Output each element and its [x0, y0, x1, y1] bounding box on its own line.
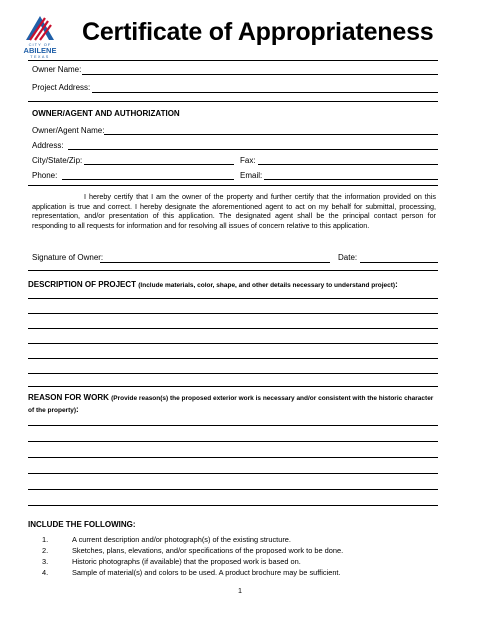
- project-address-field[interactable]: [92, 92, 438, 93]
- description-line[interactable]: [28, 298, 438, 299]
- signature-field[interactable]: [100, 262, 330, 263]
- city-state-zip-label: City/State/Zip:: [32, 156, 83, 165]
- owner-name-field[interactable]: [82, 74, 438, 75]
- page-title: Certificate of Appropriateness: [82, 18, 434, 46]
- date-label: Date:: [338, 253, 358, 262]
- description-line[interactable]: [28, 313, 438, 314]
- reason-heading: [28, 392, 438, 416]
- description-line[interactable]: [28, 373, 438, 374]
- page-number: 1: [238, 586, 242, 595]
- signature-owner-label: Signature of Owner:: [32, 253, 104, 262]
- fax-label: Fax:: [240, 156, 256, 165]
- agent-name-label: Owner/Agent Name:: [32, 126, 105, 135]
- description-line[interactable]: [28, 343, 438, 344]
- section-rule: [28, 101, 438, 102]
- reason-colon: :: [76, 405, 79, 414]
- reason-line[interactable]: [28, 441, 438, 442]
- agent-address-label: Address:: [32, 141, 64, 150]
- reason-heading-text: REASON FOR WORK: [28, 393, 109, 402]
- owner-name-label: Owner Name:: [32, 65, 82, 74]
- title-rule: [28, 60, 438, 61]
- include-item-text: A current description and/or photograph(s) of the existing structure.: [72, 535, 291, 544]
- description-heading: [28, 280, 398, 289]
- fax-field[interactable]: [258, 164, 438, 165]
- reason-line[interactable]: [28, 425, 438, 426]
- phone-label: Phone:: [32, 171, 58, 180]
- include-item-text: Historic photographs (if available) that the proposed work is based on.: [72, 557, 301, 566]
- agent-address-field[interactable]: [68, 149, 438, 150]
- city-state-zip-field[interactable]: [84, 164, 234, 165]
- section-rule: [28, 185, 438, 186]
- include-heading: INCLUDE THE FOLLOWING:: [28, 520, 136, 529]
- reason-line[interactable]: [28, 505, 438, 506]
- description-line[interactable]: [28, 358, 438, 359]
- section-rule: [28, 270, 438, 271]
- include-item-text: Sketches, plans, elevations, and/or specifications of the proposed work to be done.: [72, 546, 344, 555]
- reason-line[interactable]: [28, 489, 438, 490]
- agent-name-field[interactable]: [104, 134, 438, 135]
- include-item-text: Sample of material(s) and colors to be used. A product brochure may be sufficient.: [72, 568, 341, 577]
- email-label: Email:: [240, 171, 263, 180]
- description-heading-text: DESCRIPTION OF PROJECT: [28, 280, 137, 289]
- description-note: (Include materials, color, shape, and other details necessary to understand project): [138, 282, 396, 289]
- project-address-label: Project Address:: [32, 83, 91, 92]
- description-colon: :: [395, 280, 398, 289]
- include-item-number: 1.: [42, 535, 49, 544]
- logo-name: ABILENE: [23, 46, 57, 55]
- reason-line[interactable]: [28, 457, 438, 458]
- description-line[interactable]: [28, 386, 438, 387]
- email-field[interactable]: [264, 179, 438, 180]
- phone-field[interactable]: [62, 179, 234, 180]
- agent-heading: OWNER/AGENT AND AUTHORIZATION: [32, 109, 180, 118]
- include-item-number: 2.: [42, 546, 49, 555]
- date-field[interactable]: [360, 262, 438, 263]
- description-line[interactable]: [28, 328, 438, 329]
- city-of-abilene-logo: [18, 10, 62, 60]
- reason-line[interactable]: [28, 473, 438, 474]
- logo-texas: TEXAS: [30, 55, 50, 59]
- include-item-number: 3.: [42, 557, 49, 566]
- logo-city-of: CITY OF: [28, 42, 52, 47]
- reason-note: (Provide reason(s) the proposed exterior work is necessary and/or consistent with the historic character of the property): [28, 395, 434, 414]
- certification-paragraph: I hereby certify that I am the owner of the property and further certify that the information provided on this application is true and correct. I hereby designate the aforementioned agent to act on my behalf for submittal, processing, representation, and/or presentation of this application. The designated agent shall be the principal contact person for responding to all requests for information and for resolving all issues of concern relative to this application.: [32, 192, 436, 230]
- include-item-number: 4.: [42, 568, 49, 577]
